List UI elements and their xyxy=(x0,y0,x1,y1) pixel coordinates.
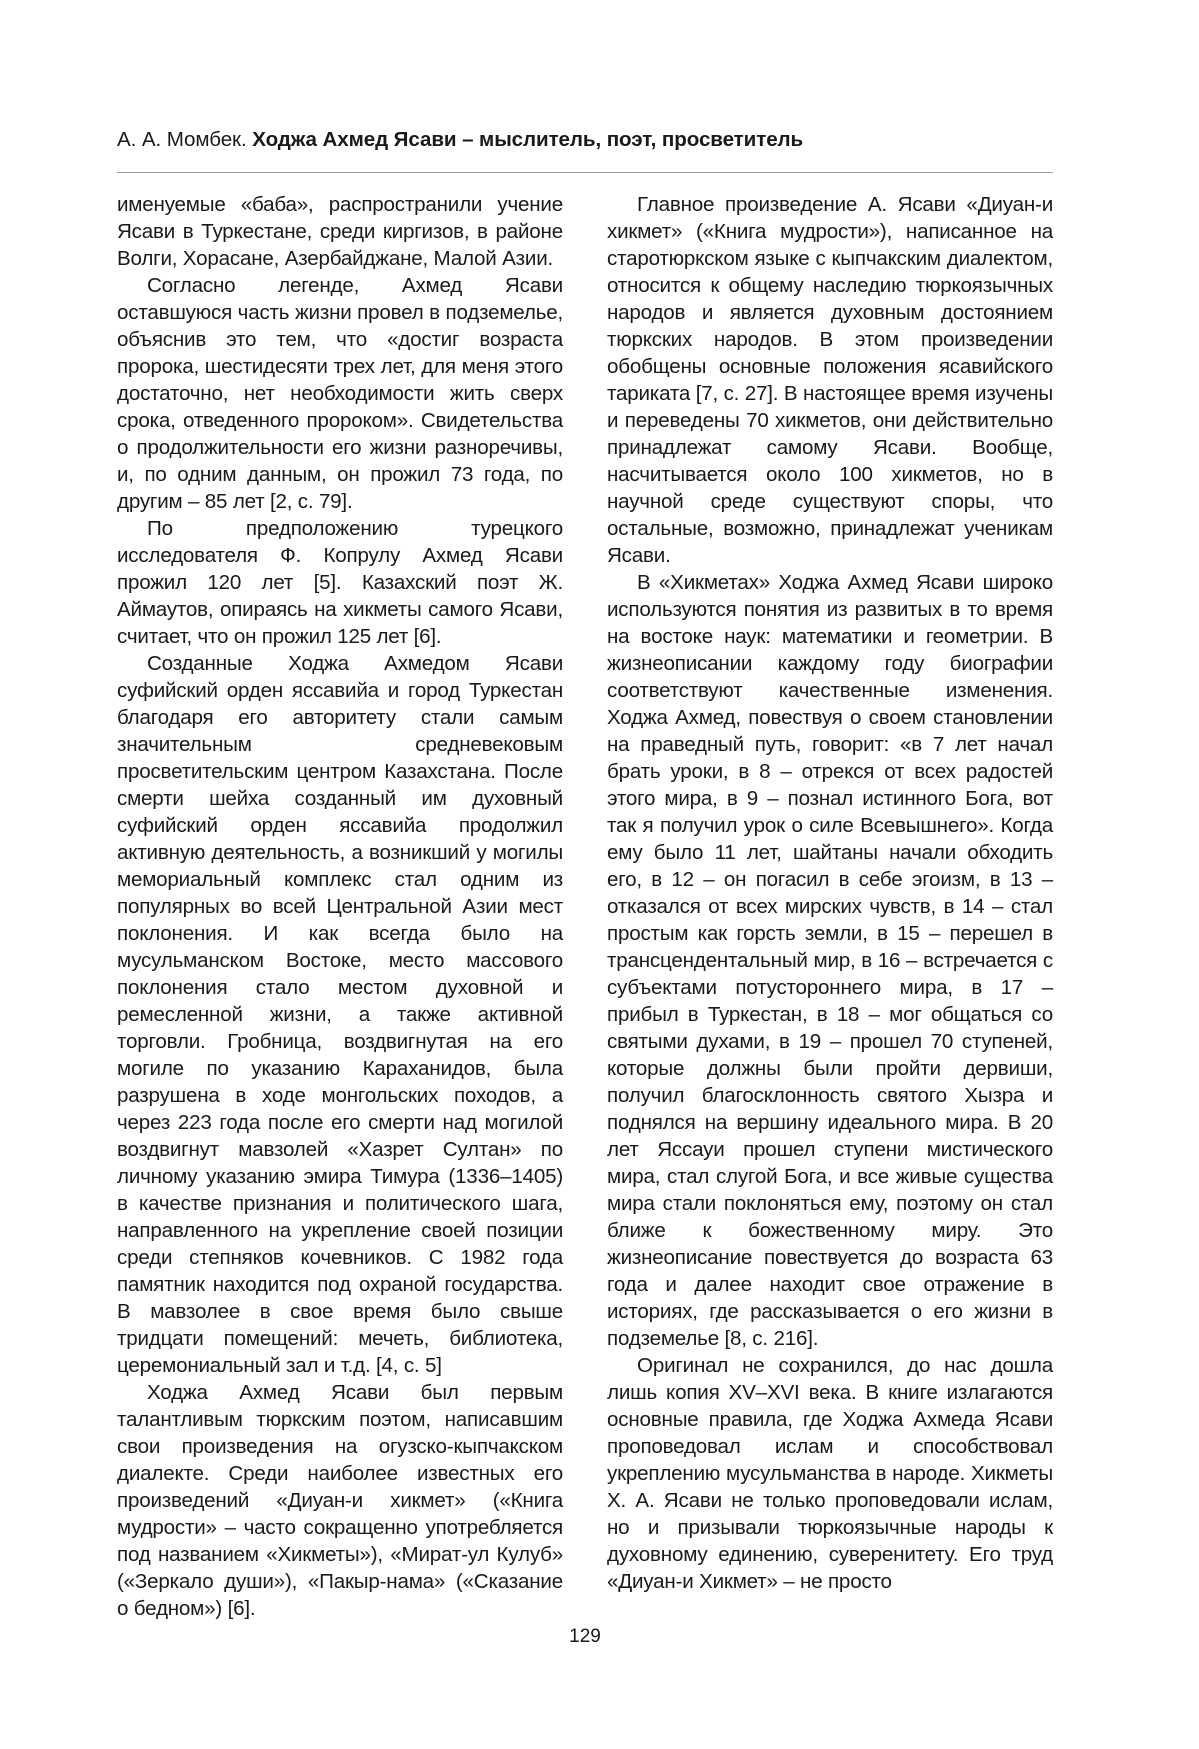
paragraph: В «Хикметах» Ходжа Ахмед Ясави широко используются понятия из развитых в то время на востоке наук: математики и геометрии. В жизнеописании каждому году биографии соответствуют качественные изменения. Ходжа Ахмед, повествуя о своем становлении на праведный путь, говорит: «в 7 лет начал брать уроки, в 8 – отрекся от всех радостей этого мира, в 9 – познал истинного Бога, вот так я получил урок о силе Всевышнего». Когда ему было 11 лет, шайтаны начали обходить его, в 12 – он погасил в себе эгоизм, в 13 – отказался от всех мирских чувств, в 14 – стал простым как горсть земли, в 15 – перешел в трансцендентальный мир, в 16 – встречается с субъектами потустороннего мира, в 17 – прибыл в Туркестан, в 18 – мог общаться со святыми духами, в 19 – прошел 70 ступеней, которые должны были пройти дервиши, получил благосклонность святого Хызра и поднялся на вершину идеального мира. В 20 лет Яссауи прошел ступени мистического мира, стал слугой Бога, и все живые существа мира стали поклоняться ему, поэтому он стал ближе к божественному миру. Это жизнеописание повествуется до возраста 63 года и далее находит свое отражение в историях, где рассказывается о его жизни в подземелье [8, с. 216]. xyxy=(607,571,1053,1350)
paragraph: Главное произведение А. Ясави «Диуан-и хикмет» («Книга мудрости»), написанное на старотюркском языке с кыпчакским диалектом, относится к общему наследию тюркоязычных народов и является духовным достоянием тюркских народов. В этом произведении обобщены основные положения ясавийского тариката [7, с. 27]. В настоящее время изучены и переведены 70 хикметов, они действительно принадлежат самому Ясави. Вообще, насчитывается около 100 хикметов, но в научной среде существуют споры, что остальные, возможно, принадлежат ученикам Ясави. xyxy=(607,193,1053,567)
page-number: 129 xyxy=(569,1626,601,1647)
running-header xyxy=(117,128,803,152)
header-rule xyxy=(117,172,1053,173)
header-author: А. А. Момбек. xyxy=(117,128,247,151)
paragraph: Согласно легенде, Ахмед Ясави оставшуюся часть жизни провел в подземелье, объяснив это тем, что «достиг возраста пророка, шестидесяти трех лет, для меня этого достаточно, нет необходимости жить сверх срока, отведенного пророком». Свидетельства о продолжительности его жизни разноречивы, и, по одним данным, он прожил 73 года, по другим – 85 лет [2, с. 79]. xyxy=(117,274,563,513)
paragraph: именуемые «баба», распространили учение Ясави в Туркестане, среди киргизов, в районе Волги, Хорасане, Азербайджане, Малой Азии. xyxy=(117,193,563,270)
paragraph: Созданные Ходжа Ахмедом Ясави суфийский орден яссавийа и город Туркестан благодаря его авторитету стали самым значительным средневековым просветительским центром Казахстана. После смерти шейха созданный им духовный суфийский орден яссавийа продолжил активную деятельность, а возникший у могилы мемориальный комплекс стал одним из популярных во всей Центральной Азии мест поклонения. И как всегда было на мусульманском Востоке, место массового поклонения стало местом духовной и ремесленной жизни, а также активной торговли. Гробница, воздвигнутая на его могиле по указанию Караханидов, была разрушена в ходе монгольских походов, а через 223 года после его смерти над могилой воздвигнут мавзолей «Хазрет Султан» по личному указанию эмира Тимура (1336–1405) в качестве признания и политического шага, направленного на укрепление своей позиции среди степняков кочевников. С 1982 года памятник находится под охраной государства. В мавзолее в свое время было свыше тридцати помещений: мечеть, библиотека, церемониальный зал и т.д. [4, с. 5] xyxy=(117,652,563,1377)
header-title: Ходжа Ахмед Ясави – мыслитель, поэт, просветитель xyxy=(252,128,804,151)
left-column xyxy=(117,191,563,1622)
paragraph: Оригинал не сохранился, до нас дошла лишь копия XV–XVI века. В книге излагаются основные правила, где Ходжа Ахмеда Ясави проповедовал ислам и способствовал укреплению мусульманства в народе. Хикметы Х. А. Ясави не только проповедовали ислам, но и призывали тюркоязычные народы к духовному единению, суверенитету. Его труд «Диуан-и Хикмет» – не просто xyxy=(607,1354,1053,1593)
paragraph: Ходжа Ахмед Ясави был первым талантливым тюркским поэтом, написавшим свои произведения на огузско-кыпчакском диалекте. Среди наиболее известных его произведений «Диуан-и хикмет» («Книга мудрости» – часто сокращенно употребляется под названием «Хикметы»), «Мират-ул Кулуб» («Зеркало души»), «Пакыр-нама» («Сказание о бедном») [6]. xyxy=(117,1381,563,1620)
right-column xyxy=(607,191,1053,1595)
paragraph: По предположению турецкого исследователя Ф. Копрулу Ахмед Ясави прожил 120 лет [5]. Казахский поэт Ж. Аймаутов, опираясь на хикметы самого Ясави, считает, что он прожил 125 лет [6]. xyxy=(117,517,563,648)
